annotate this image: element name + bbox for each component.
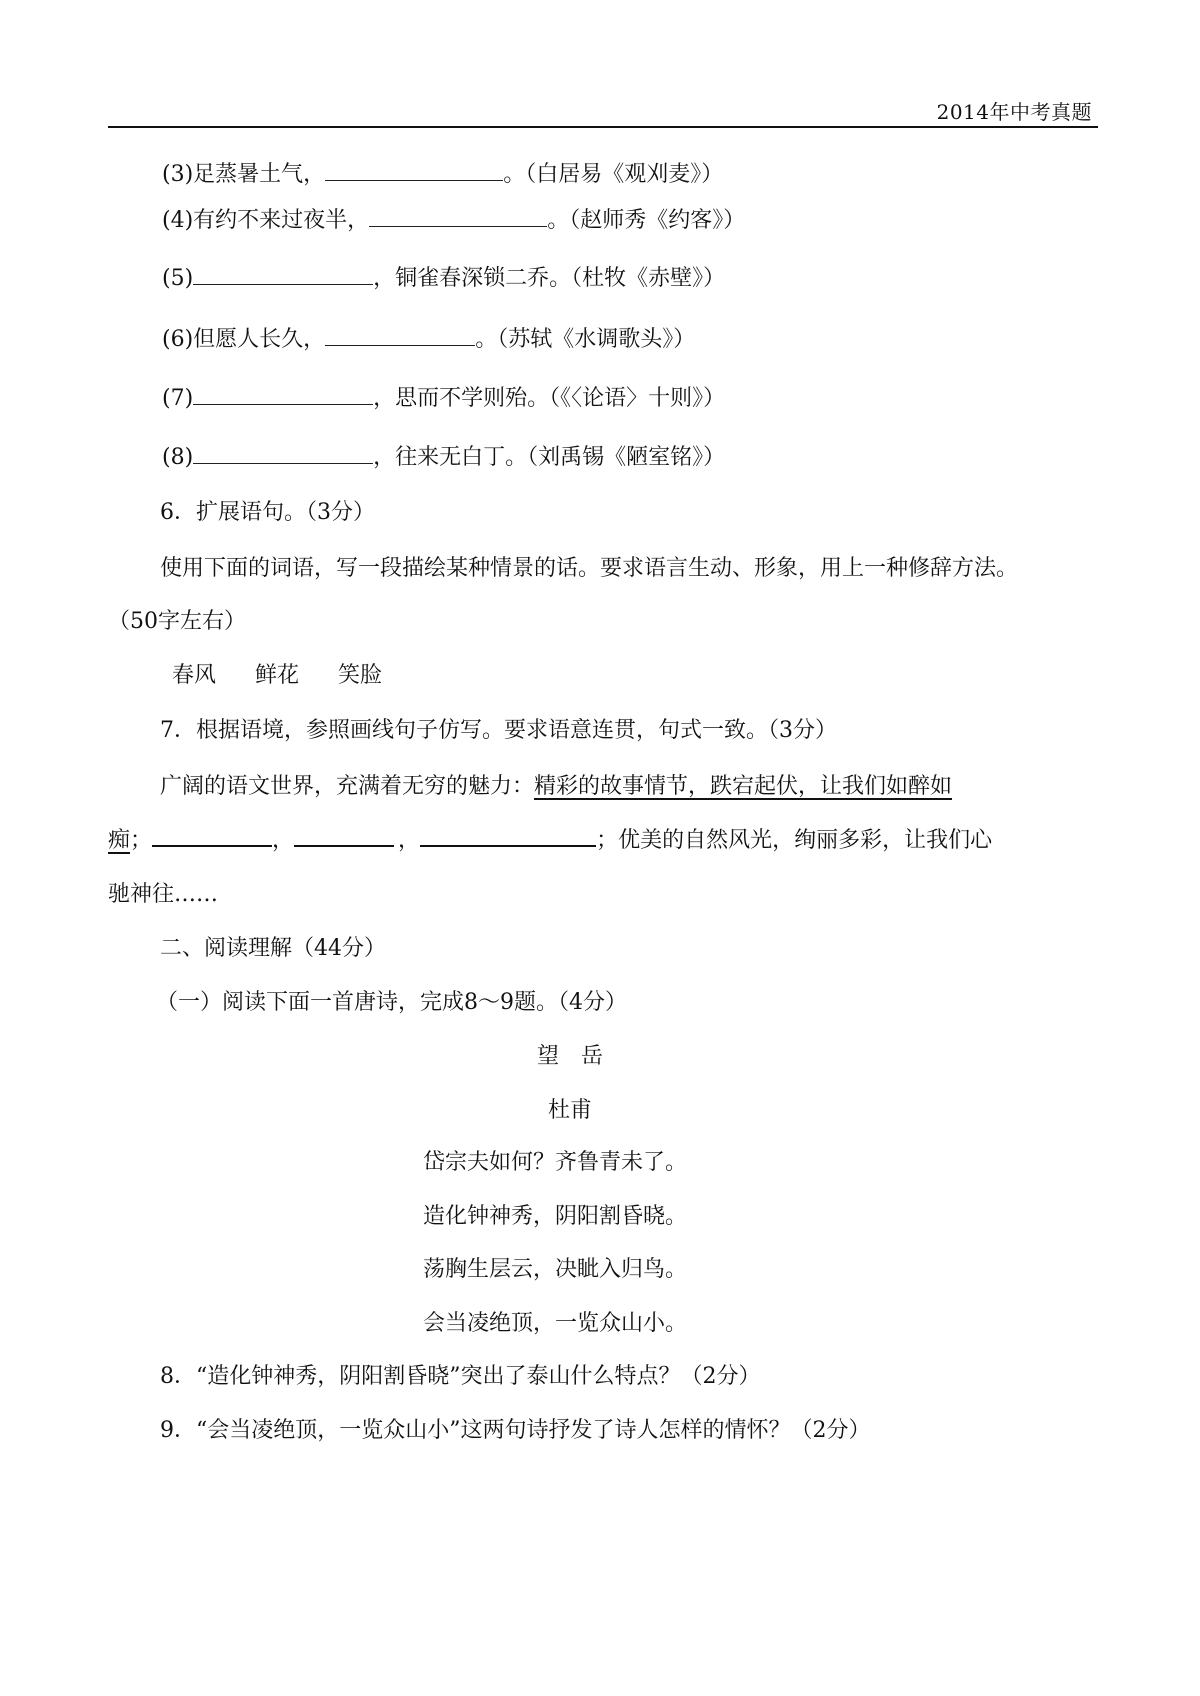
poem-line-4: 会当凌绝顶，一览众山小。 [423,1311,688,1336]
item-number: (7) [162,386,194,411]
answer-blank[interactable] [325,179,503,181]
item-number: (4) [162,208,194,233]
word-1: 春风 [172,663,217,688]
question-6-instruction: 使用下面的词语，写一段描绘某种情景的话。要求语言生动、形象，用上一种修辞方法。 [160,556,1019,581]
answer-blank[interactable] [152,844,272,847]
item-number: (3) [162,162,194,187]
item-text-before: 足蒸暑土气， [193,162,326,187]
underlined-model-sentence: 精彩的故事情节，跌宕起伏，让我们如醉如 [534,774,953,799]
item-number: (5) [162,266,194,291]
answer-blank[interactable] [193,403,373,405]
item-text-before: 但愿人长久， [193,327,326,352]
question-8: 8．“造化钟神秀，阴阳割昏晓”突出了泰山什么特点？（2分） [160,1364,761,1389]
section-2-part-1: （一）阅读下面一首唐诗，完成8～9题。（4分） [156,990,627,1015]
item-text-before: 有约不来过夜半， [193,208,370,233]
item-text-after: 。（白居易《观刈麦》） [503,162,724,187]
answer-blank[interactable] [420,844,596,847]
item-text-after: ，思而不学则殆。（《〈论语〉十则》） [373,386,726,411]
question-7-passage-line3: 驰神往…… [108,882,219,907]
fill-item-6 [162,325,695,355]
poem-line-3: 荡胸生层云，决眦入归鸟。 [423,1257,688,1282]
passage-lead: 广阔的语文世界，充满着无穷的魅力： [160,774,535,799]
item-number: (8) [162,445,194,470]
word-2: 鲜花 [255,663,300,688]
item-text-after: ，往来无白丁。（刘禹锡《陋室铭》） [373,445,726,470]
section-2-title: 二、阅读理解（44分） [160,936,386,961]
fill-item-3 [162,160,723,190]
answer-blank[interactable] [325,344,475,346]
answer-blank[interactable] [369,225,547,227]
item-text-after: 。（赵师秀《约客》） [547,208,746,233]
poem-author: 杜甫 [547,1098,592,1123]
poem-line-1: 岱宗夫如何？齐鲁青未了。 [423,1150,688,1175]
fill-item-7 [162,384,725,414]
word-3: 笑脸 [338,663,383,688]
question-7-passage-line1 [160,772,952,802]
item-number: (6) [162,327,194,352]
header-title: 2014年中考真题 [936,100,1092,124]
header-rule [108,126,1098,128]
question-9: 9．“会当凌绝顶，一览众山小”这两句诗抒发了诗人怎样的情怀？（2分） [160,1418,871,1443]
question-6-words [172,661,382,691]
answer-blank[interactable] [193,462,373,464]
punctuation: ， [272,828,295,853]
answer-blank[interactable] [193,283,373,285]
passage-tail: ；优美的自然风光，绚丽多彩，让我们心 [596,828,993,853]
question-7-title: 7．根据语境，参照画线句子仿写。要求语意连贯，句式一致。（3分） [160,718,837,743]
underlined-model-sentence-end: 痴 [108,828,131,853]
poem-title: 望 岳 [536,1044,603,1069]
punctuation: ； [130,828,153,853]
punctuation: ， [398,828,421,853]
item-text-after: 。（苏轼《水调歌头》） [475,327,696,352]
answer-blank[interactable] [294,844,394,847]
poem-line-2: 造化钟神秀，阴阳割昏晓。 [423,1204,688,1229]
question-7-passage-line2 [108,826,992,856]
question-6-title: 6．扩展语句。（3分） [160,500,375,525]
question-6-instruction-cont: （50字左右） [108,609,246,634]
fill-item-5 [162,264,725,294]
item-text-after: ，铜雀春深锁二乔。（杜牧《赤壁》） [373,266,726,291]
fill-item-4 [162,206,745,236]
fill-item-8 [162,443,725,473]
